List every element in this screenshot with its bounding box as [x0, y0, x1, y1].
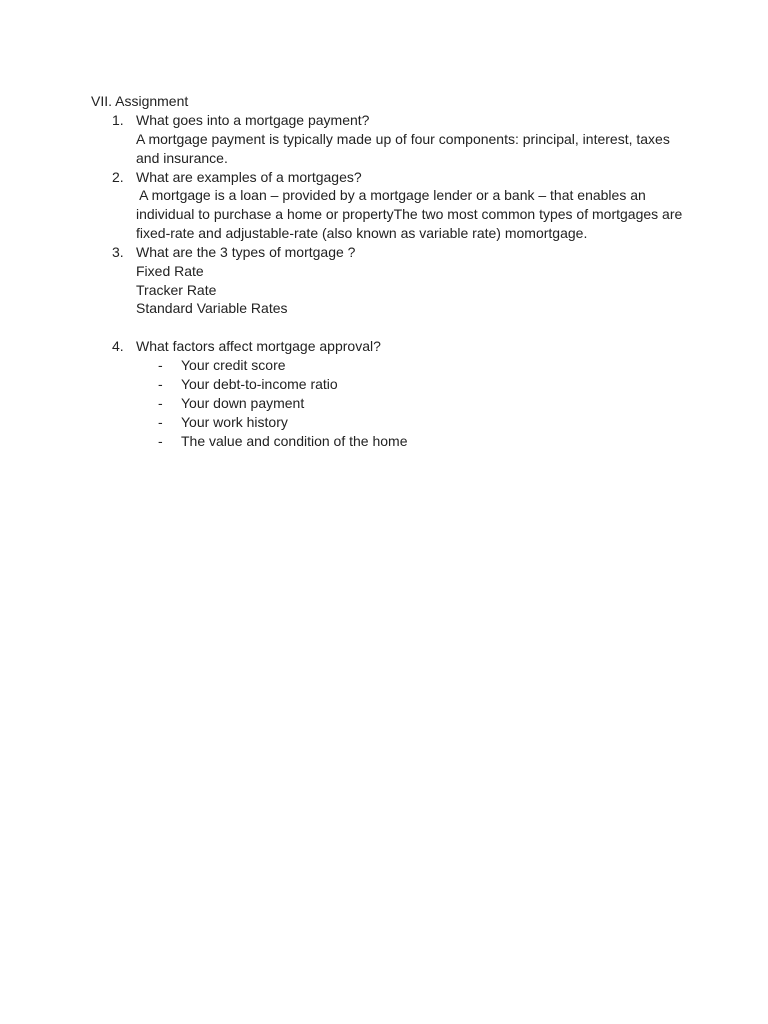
bullet-dash: -	[158, 433, 163, 449]
answer-2-line-2: individual to purchase a home or propertyThe two most common types of mortgages are	[136, 206, 683, 222]
answer-1-line-2: and insurance.	[136, 150, 228, 166]
answer-2-line-3: fixed-rate and adjustable-rate (also known as variable rate) momortgage.	[136, 225, 588, 241]
bullet-dash: -	[158, 376, 163, 392]
bullet-text: The value and condition of the home	[181, 433, 408, 449]
question-number: 1.	[112, 112, 124, 128]
bullet-text: Your down payment	[181, 395, 305, 411]
section-title: VII. Assignment	[91, 93, 189, 109]
question-text: What are the 3 types of mortgage ?	[136, 244, 356, 260]
question-text: What goes into a mortgage payment?	[136, 112, 370, 128]
answer-2-line-1: A mortgage is a loan – provided by a mortgage lender or a bank – that enables an	[136, 187, 646, 203]
question-number: 3.	[112, 244, 124, 260]
bullet-text: Your credit score	[181, 357, 286, 373]
bullet-dash: -	[158, 414, 163, 430]
question-text: What factors affect mortgage approval?	[136, 338, 381, 354]
bullet-dash: -	[158, 395, 163, 411]
bullet-text: Your work history	[181, 414, 288, 430]
question-number: 2.	[112, 169, 124, 185]
mortgage-type-item: Standard Variable Rates	[136, 300, 288, 316]
question-number: 4.	[112, 338, 124, 354]
bullet-text: Your debt-to-income ratio	[181, 376, 338, 392]
answer-1-line-1: A mortgage payment is typically made up of four components: principal, interest, taxes	[136, 131, 670, 147]
mortgage-type-item: Tracker Rate	[136, 282, 217, 298]
mortgage-type-item: Fixed Rate	[136, 263, 204, 279]
question-text: What are examples of a mortgages?	[136, 169, 362, 185]
bullet-dash: -	[158, 357, 163, 373]
